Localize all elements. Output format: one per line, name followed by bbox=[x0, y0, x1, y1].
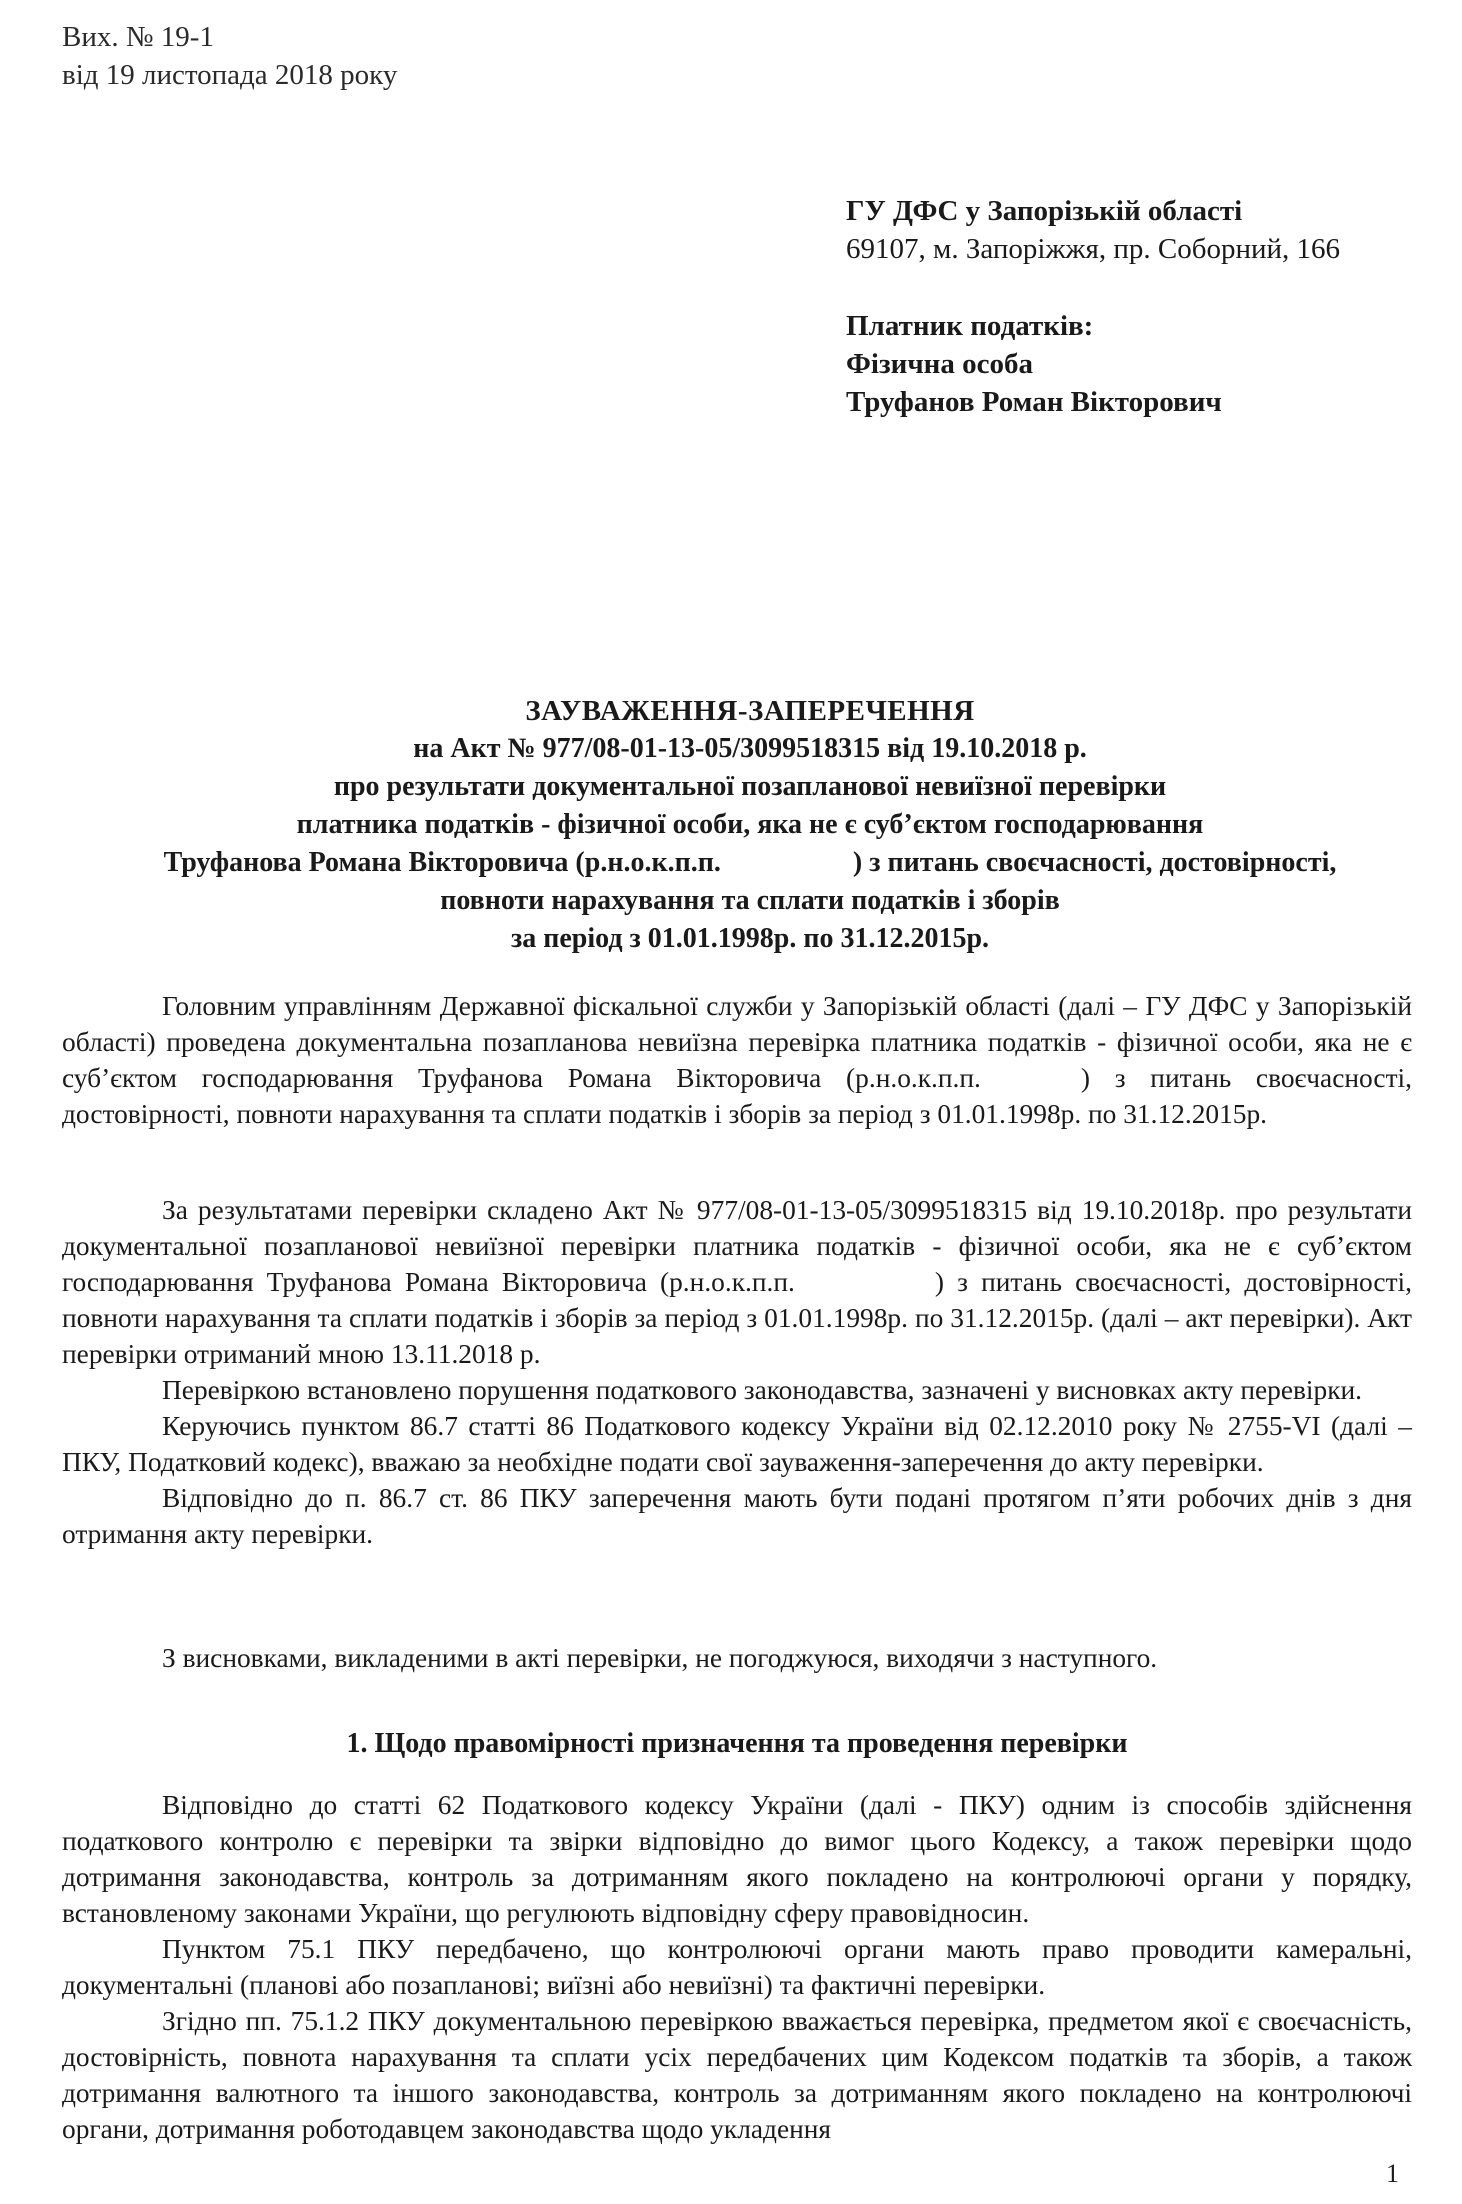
addressee-address: 69107, м. Запоріжжя, пр. Соборний, 166 bbox=[846, 233, 1341, 265]
page-number: 1 bbox=[1386, 2159, 1399, 2188]
outgoing-reference bbox=[62, 18, 397, 94]
title-line-1: на Акт № 977/08-01-13-05/3099518315 від 19.10.2018 р. bbox=[413, 733, 1087, 764]
title-line-3: платника податків - фізичної особи, яка не є суб’єктом господарювання bbox=[296, 809, 1204, 840]
outgoing-date: від 19 листопада 2018 року bbox=[62, 59, 398, 91]
section-1-body bbox=[62, 1787, 1412, 2147]
paragraph-2-text-b: ) з питань своєчасності, достовірності, повноти нарахування та сплати податків і зборів за період з 01.01.1998р. по 31.12.2015р. (далі – акт перевірки). Акт перевірки отриманий мною 13.11.2018 р. bbox=[62, 1267, 1412, 1369]
paragraph-1-text-b: ) з питань своєчасності, достовірності, повноти нарахування та сплати податків і зборів за період з 01.01.1998р. по 31.12.2015р. bbox=[62, 1063, 1412, 1129]
outgoing-number: Вих. № 19-1 bbox=[62, 21, 214, 53]
addressee-organization: ГУ ДФС у Запорізькій області bbox=[846, 195, 1243, 227]
addressee-block bbox=[846, 192, 1340, 268]
paragraph-1 bbox=[62, 988, 1412, 1132]
title-line-6: за період з 01.01.1998р. по 31.12.2015р. bbox=[510, 923, 990, 954]
paragraph-3: Перевіркою встановлено порушення податкового законодавства, зазначені у висновках акту перевірки. bbox=[162, 1375, 1363, 1405]
title-line-5: повноти нарахування та сплати податків і зборів bbox=[440, 885, 1060, 916]
paragraph-2 bbox=[62, 1192, 1412, 1372]
title-line-4 bbox=[90, 844, 1410, 882]
payer-block bbox=[846, 307, 1222, 421]
paragraph-9: Згідно пп. 75.1.2 ПКУ документальною перевіркою вважається перевірка, предметом якої є своєчасність, достовірність, повнота нарахування та сплати усіх передбачених цим Кодексом податків та зборів, а також дотримання валютного та іншого законодавства, контроль за дотриманням якого покладено на контролюючі органи, дотримання роботодавцем законодавства щодо укладення bbox=[62, 2006, 1412, 2144]
paragraph-2-text-a: За результатами перевірки складено Акт № 977/08-01-13-05/3099518315 від 19.10.2018р. про результати документальної позапланової невиїзної перевірки платника податків - фізичної особи, яка не є суб’єктом господарювання Труфанова Романа Вікторовича (р.н.о.к.п.п. bbox=[62, 1195, 1412, 1297]
paragraph-8: Пунктом 75.1 ПКУ передбачено, що контролюючі органи мають право проводити камеральні, документальні (планові або позапланові; виїзні або невиїзні) та фактичні перевірки. bbox=[62, 1934, 1412, 2000]
payer-name: Труфанов Роман Вікторович bbox=[846, 386, 1222, 418]
paragraph-6-group bbox=[62, 1640, 1412, 1676]
title-line-2: про результати документальної позапланової невиїзної перевірки bbox=[333, 771, 1167, 802]
paragraph-2-group bbox=[62, 1192, 1412, 1552]
paragraph-1-text-a: Головним управлінням Державної фіскальної служби у Запорізькій області (далі – ГУ ДФС у Запорізькій області) проведена документальна позапланова невиїзна перевірка платника податків - фізичної особи, яка не є суб’єктом господарювання Труфанова Романа Вікторовича (р.н.о.к.п.п. bbox=[62, 991, 1412, 1093]
title-line-4b: ) з питань своєчасності, достовірності, bbox=[852, 847, 1337, 878]
section-1-heading: 1. Щодо правомірності призначення та проведення перевірки bbox=[346, 1728, 1128, 1759]
payer-label: Платник податків: bbox=[846, 310, 1094, 342]
title-main: ЗАУВАЖЕННЯ-ЗАПЕРЕЧЕННЯ bbox=[525, 695, 975, 727]
payer-type: Фізична особа bbox=[846, 348, 1034, 380]
paragraph-7: Відповідно до статті 62 Податкового кодексу України (далі - ПКУ) одним із способів здійснення податкового контролю є перевірки та звірки відповідно до вимог цього Кодексу, а також перевірки щодо дотримання законодавства, контроль за дотриманням якого покладено на контролюючі органи у порядку, встановленому законами України, що регулюють відповідну сферу правовідносин. bbox=[62, 1790, 1412, 1928]
title-line-4a: Труфанова Романа Вікторовича (р.н.о.к.п.п. bbox=[163, 847, 721, 878]
paragraph-4: Керуючись пунктом 86.7 статті 86 Податкового кодексу України від 02.12.2010 року № 2755-VI (далі – ПКУ, Податковий кодекс), вважаю за необхідне подати свої зауваження-заперечення до акту перевірки. bbox=[62, 1411, 1412, 1477]
paragraph-5: Відповідно до п. 86.7 ст. 86 ПКУ заперечення мають бути подані протягом п’яти робочих днів з дня отримання акту перевірки. bbox=[62, 1483, 1412, 1549]
paragraph-6: З висновками, викладеними в акті перевірки, не погоджуюся, виходячи з наступного. bbox=[162, 1643, 1158, 1673]
document-title bbox=[90, 692, 1410, 958]
